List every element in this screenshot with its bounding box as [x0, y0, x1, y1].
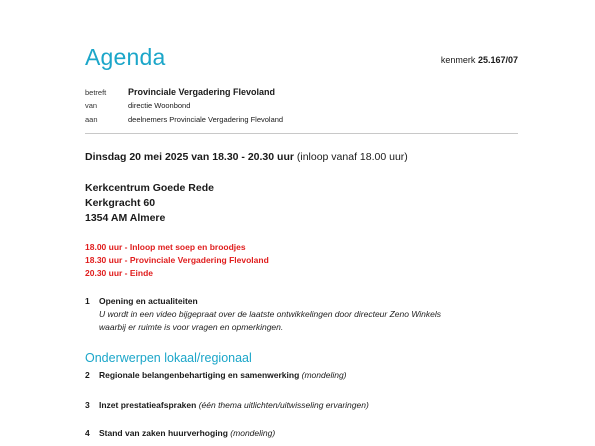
agenda-item-title: Opening en actualiteiten — [99, 296, 198, 306]
address-city: 1354 AM Almere — [85, 212, 166, 224]
meeting-date-main: Dinsdag 20 mei 2025 van 18.30 - 20.30 uur — [85, 151, 294, 163]
reference-value: 25.167/07 — [477, 55, 518, 65]
agenda-item-description: U wordt in een video bijgepraat over de laatste ontwikkelingen door directeur Zeno Winkels — [99, 309, 442, 319]
agenda-item-description: waarbij er ruimte is voor vragen en opmerkingen. — [99, 322, 284, 332]
meta-value-betreft: Provinciale Vergadering Flevoland — [128, 87, 276, 97]
meta-label-betreft: betreft — [85, 88, 107, 97]
meta-label-van: van — [85, 101, 98, 110]
agenda-item-note: (mondeling) — [299, 370, 347, 380]
agenda-item-title-text: Regionale belangenbehartiging en samenwerking — [99, 370, 300, 380]
agenda-item-note: (mondeling) — [227, 428, 276, 438]
agenda-item-title — [99, 428, 275, 438]
section-heading: Onderwerpen lokaal/regionaal — [85, 351, 252, 365]
meta-label-aan: aan — [85, 115, 98, 124]
meeting-date-walkin: (inloop vanaf 18.00 uur) — [293, 151, 408, 163]
document-title: Agenda — [85, 44, 166, 70]
agenda-item-title — [99, 370, 347, 380]
agenda-item-title-text: Stand van zaken huurverhoging — [99, 428, 228, 438]
agenda-item-title-text: Inzet prestatieafspraken — [99, 400, 197, 410]
agenda-item-number: 2 — [85, 370, 90, 380]
schedule-line: 18.30 uur - Provinciale Vergadering Flevoland — [85, 255, 269, 265]
meeting-date — [85, 151, 408, 163]
agenda-item-note: (één thema uitlichten/uitwisseling ervaringen) — [196, 400, 369, 410]
divider — [85, 133, 518, 134]
agenda-item-title — [99, 400, 369, 410]
reference-number — [441, 55, 518, 65]
agenda-item-number: 4 — [85, 428, 90, 438]
agenda-item-number: 1 — [85, 296, 90, 306]
schedule-line: 20.30 uur - Einde — [85, 268, 154, 278]
meta-value-van: directie Woonbond — [128, 101, 191, 110]
agenda-item-number: 3 — [85, 400, 90, 410]
address-street: Kerkgracht 60 — [85, 197, 156, 209]
address-venue: Kerkcentrum Goede Rede — [85, 182, 214, 194]
meta-value-aan: deelnemers Provinciale Vergadering Flevoland — [128, 115, 284, 124]
schedule-line: 18.00 uur - Inloop met soep en broodjes — [85, 242, 246, 252]
reference-label: kenmerk — [440, 55, 476, 65]
